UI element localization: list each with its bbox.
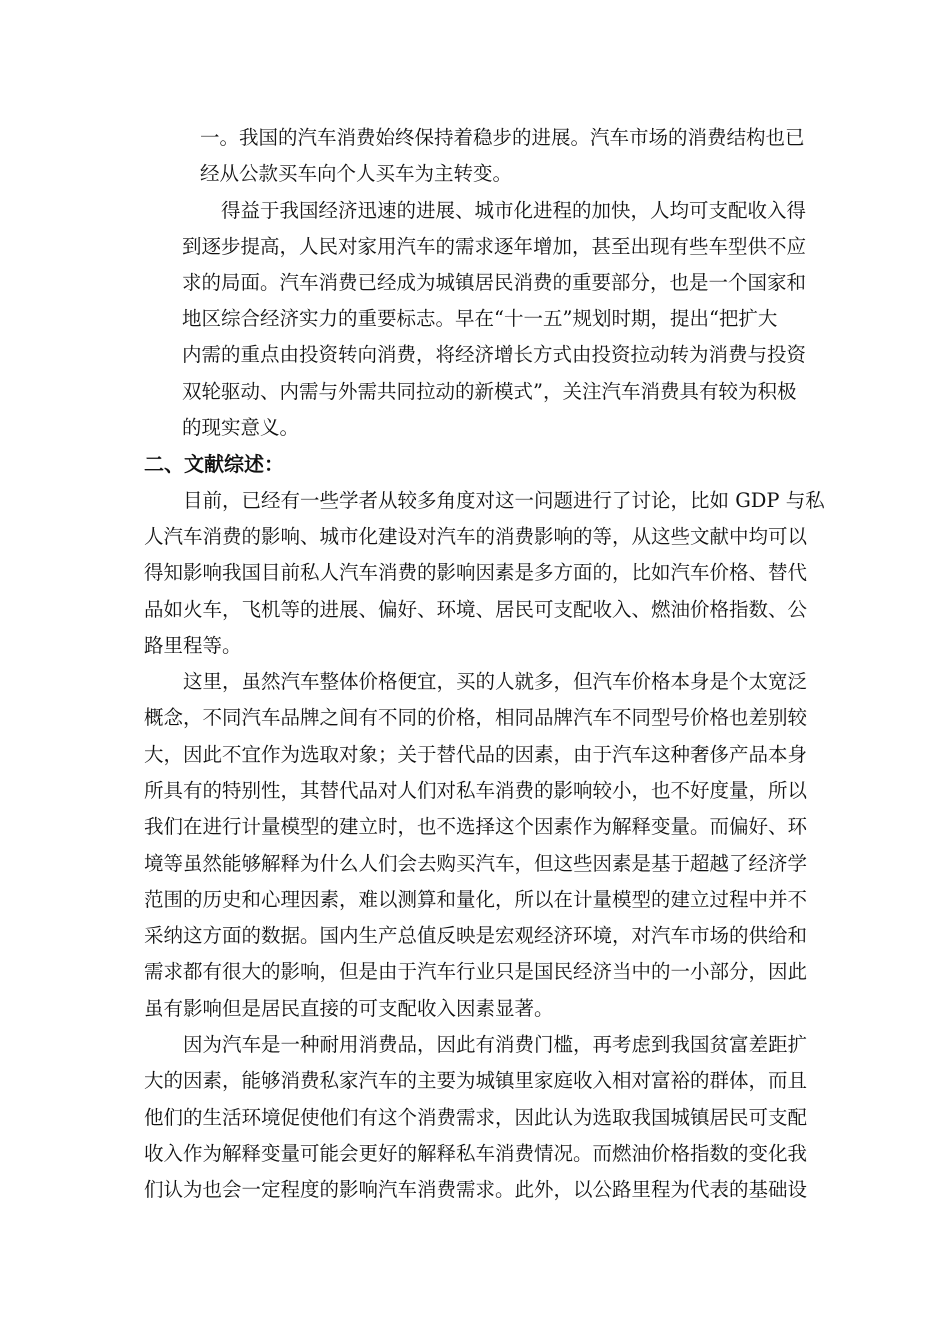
text-line: 虽有影响但是居民直接的可支配收入因素显著。 bbox=[144, 997, 554, 1020]
text-line: 的现实意义。 bbox=[182, 416, 300, 439]
text-line: 因为汽车是一种耐用消费品，因此有消费门槛，再考虑到我国贫富差距扩 bbox=[183, 1033, 808, 1056]
text-line: 他们的生活环境促使他们有这个消费需求，因此认为选取我国城镇居民可支配 bbox=[144, 1106, 808, 1129]
text-line: 们认为也会一定程度的影响汽车消费需求。此外，以公路里程为代表的基础设 bbox=[144, 1178, 808, 1201]
text-line: 所具有的特别性，其替代品对人们对私车消费的影响较小，也不好度量，所以 bbox=[144, 779, 808, 802]
section-heading: 二、文献综述： bbox=[144, 452, 284, 476]
text-line: 境等虽然能够解释为什么人们会去购买汽车，但这些因素是基于超越了经济学 bbox=[144, 852, 808, 875]
text-line: 双轮驱动、内需与外需共同拉动的新模式”，关注汽车消费具有较为积极 bbox=[182, 380, 797, 403]
text-line: 收入作为解释变量可能会更好的解释私车消费情况。而燃油价格指数的变化我 bbox=[144, 1142, 808, 1165]
text-line: 采纳这方面的数据。国内生产总值反映是宏观经济环境，对汽车市场的供给和 bbox=[144, 924, 808, 947]
text-line: 得益于我国经济迅速的进展、城市化进程的加快，人均可支配收入得 bbox=[221, 199, 807, 222]
text-line: 大的因素，能够消费私家汽车的主要为城镇里家庭收入相对富裕的群体，而且 bbox=[144, 1069, 808, 1092]
text-line: 大，因此不宜作为选取对象；关于替代品的因素，由于汽车这种奢侈产品本身 bbox=[144, 743, 808, 766]
text-line: 我们在进行计量模型的建立时，也不选择这个因素作为解释变量。而偏好、环 bbox=[144, 815, 808, 838]
text-line: 经从公款买车向个人买车为主转变。 bbox=[200, 162, 513, 185]
text-line: 内需的重点由投资转向消费，将经济增长方式由投资拉动转为消费与投资 bbox=[182, 343, 807, 366]
text-line: 到逐步提高，人民对家用汽车的需求逐年增加，甚至出现有些车型供不应 bbox=[182, 235, 807, 258]
text-line: 这里，虽然汽车整体价格便宜，买的人就多，但汽车价格本身是个太宽泛 bbox=[183, 670, 808, 693]
text-line: 范围的历史和心理因素，难以测算和量化，所以在计量模型的建立过程中并不 bbox=[144, 888, 808, 911]
text-line: 目前，已经有一些学者从较多角度对这一问题进行了讨论，比如 GDP 与私 bbox=[183, 489, 825, 512]
text-line: 一。我国的汽车消费始终保持着稳步的进展。汽车市场的消费结构也已 bbox=[200, 126, 805, 149]
text-line: 求的局面。汽车消费已经成为城镇居民消费的重要部分，也是一个国家和 bbox=[182, 271, 807, 294]
text-line: 得知影响我国目前私人汽车消费的影响因素是多方面的，比如汽车价格、替代 bbox=[144, 561, 808, 584]
text-line: 概念，不同汽车品牌之间有不同的价格，相同品牌汽车不同型号价格也差别较 bbox=[144, 706, 808, 729]
text-line: 人汽车消费的影响、城市化建设对汽车的消费影响的等，从这些文献中均可以 bbox=[144, 525, 808, 548]
text-line: 路里程等。 bbox=[144, 634, 242, 657]
text-line: 需求都有很大的影响，但是由于汽车行业只是国民经济当中的一小部分，因此 bbox=[144, 960, 808, 983]
text-line: 地区综合经济实力的重要标志。早在“十一五”规划时期，提出“把扩大 bbox=[182, 307, 778, 330]
text-line: 品如火车，飞机等的进展、偏好、环境、居民可支配收入、燃油价格指数、公 bbox=[144, 598, 808, 621]
